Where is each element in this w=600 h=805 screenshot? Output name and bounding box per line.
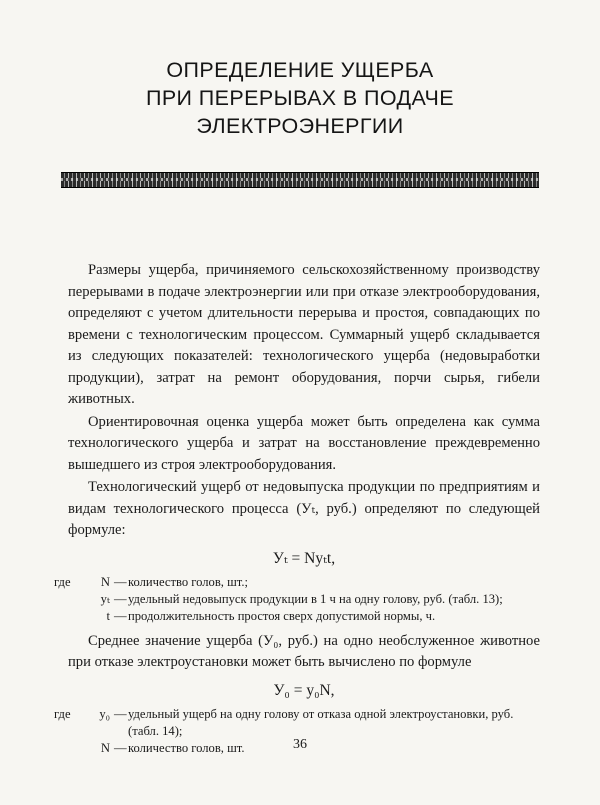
definition-text: продолжительность простоя сверх допустимой нормы, ч. [128,608,436,623]
definition-row [54,574,540,591]
definitions-1 [54,574,540,625]
definition-row [54,706,540,740]
chapter-title [60,56,540,140]
definition-dash: — [114,591,127,606]
definition-row [54,608,540,625]
paragraph-4: Среднее значение ущерба (У₀, руб.) на одно необслуженное животное при отказе электроустановки может быть вычислено по формуле [68,632,540,670]
definition-text: удельный недовыпуск продукции в 1 ч на одну голову, руб. (табл. 13); [128,591,503,606]
title-line-1: ОПРЕДЕЛЕНИЕ УЩЕРБА [166,58,434,82]
definition-text: удельный ущерб на одну голову от отказа одной электроустановки, руб. (табл. 14); [128,706,514,738]
formula-average-damage: У₀ = y₀N, [273,681,335,699]
definition-text: количество голов, шт. [128,740,245,755]
decorative-rule [61,172,539,188]
definition-row [54,591,540,608]
definition-text: количество голов, шт.; [128,574,248,589]
definition-dash: — [114,574,127,589]
definition-where: где [54,574,71,589]
title-line-2: ПРИ ПЕРЕРЫВАХ В ПОДАЧЕ [145,86,455,110]
definition-symbol: N [100,574,110,589]
definition-where: где [54,706,71,721]
definition-where [54,591,80,608]
definition-dash: — [114,608,127,623]
definition-symbol: t [106,608,110,623]
paragraph-3: Технологический ущерб от недовыпуска продукции по предприятиям и видам технологического процесса (Уₜ, руб.) определяют по следующей формуле: [68,479,540,538]
definition-symbol: N [100,740,110,755]
formula-technological-damage: Уₜ = Nyₜt, [272,549,336,567]
paragraph-1: Размеры ущерба, причиняемого сельскохозяйственному производству перерывами в подаче электроэнергии или при отказе электрооборудования, определяют с учетом длительности перерыва и простоя, совпадающих по времени с технологическим процессом. Суммарный ущерб складывается из следующих показателей: технологического ущерба (недовыработки продукции), затрат на ремонт оборудования, порчи сырья, гибели животных. [68,262,540,407]
title-line-3: ЭЛЕКТРОЭНЕРГИИ [196,114,404,138]
definition-dash: — [114,706,127,721]
page-number: 36 [293,737,307,752]
definition-dash: — [114,740,127,755]
paragraph-2: Ориентировочная оценка ущерба может быть определена как сумма технологического ущерба и затрат на восстановление преждевременно вышедшего из строя электрооборудования. [68,413,540,473]
definition-where [54,608,80,625]
text-body [54,260,540,763]
definition-symbol: yₜ [100,591,110,606]
definition-symbol: y₀ [99,706,110,721]
